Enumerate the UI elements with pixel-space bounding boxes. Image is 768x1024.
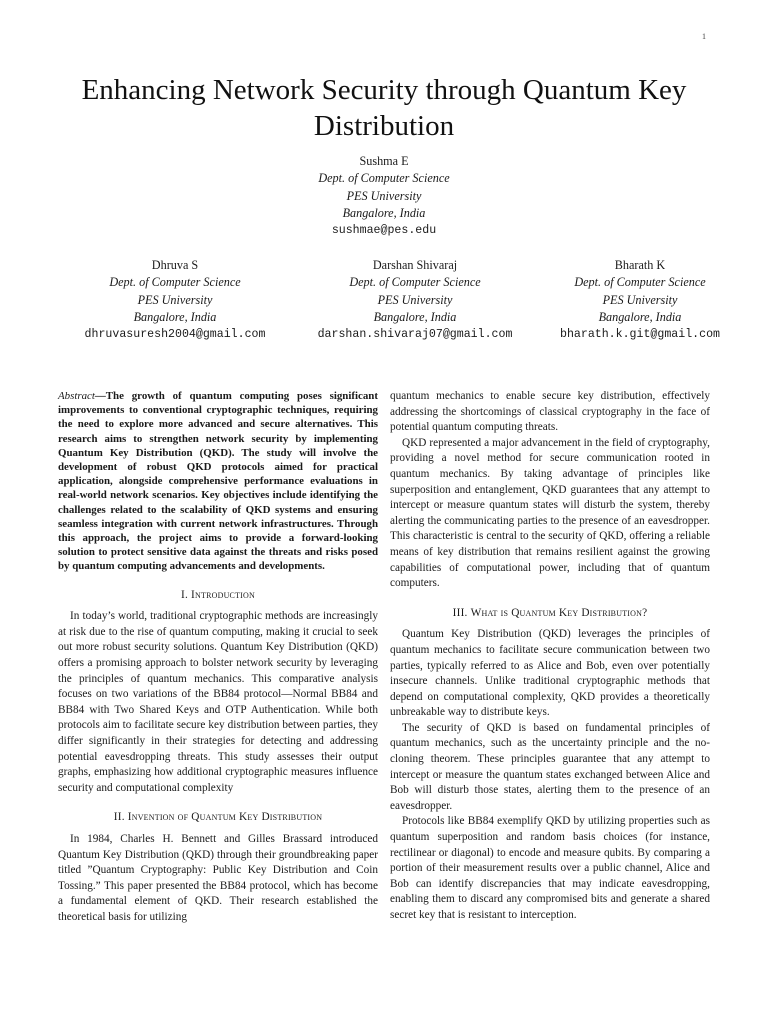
abstract [58,389,378,574]
invention-paragraph-2: QKD represented a major advancement in the field of cryptography, providing a novel method for secure communication rooted in quantum mechanics. By taking advantage of principles like superposition and entanglement, QKD guarantees that any attempt to intercept or measure quantum states will disturb the system, thereby alerting the communicating parties to the presence of an eavesdropper. This characteristic is central to the security of QKD, offering a reliable means of key distribution that remains resilient against the growing capabilities of computational power, including that of quantum computers. [390,436,710,590]
section-title: Introduction [191,588,255,601]
author-dept: Dept. of Computer Science [349,275,481,290]
invention-paragraph-1-continued: quantum mechanics to enable secure key distribution, effectively addressing the shortcomings of classical cryptography in the face of potential quantum computing threats. [390,390,710,434]
author-email: sushmae@pes.edu [331,224,437,238]
author-name: Darshan Shivaraj [372,258,458,272]
author-email: darshan.shivaraj07@gmail.com [317,328,513,342]
author-org: PES University [346,188,422,203]
section-heading-what-is-qkd [390,606,710,622]
author-block-3 [290,257,540,343]
section-title: What is Quantum Key Distribution? [470,606,648,619]
author-org: PES University [602,292,678,307]
section-heading-introduction [58,588,378,604]
author-location: Bangalore, India [598,309,682,324]
paper-title: Enhancing Network Security through Quantum Key Distribution [81,74,687,142]
author-dept: Dept. of Computer Science [574,275,706,290]
author-name: Bharath K [614,258,666,272]
what-is-paragraph-3: Protocols like BB84 exemplify QKD by utilizing properties such as quantum superposition and random basis choices (for instance, rectilinear or diagonal) to encode and measure qubits. By comparing a portion of their measurement results over a public channel, Alice and Bob can identify discrepancies that may indicate eavesdropping, enabling them to discard any compromised bits and generate a shared secret key that is resistant to interception. [390,815,710,921]
author-email: dhruvasuresh2004@gmail.com [84,328,266,342]
author-block-1 [284,153,484,239]
author-dept: Dept. of Computer Science [318,171,450,186]
invention-paragraph-1: In 1984, Charles H. Bennett and Gilles Brassard introduced Quantum Key Distribution (QKD) through their groundbreaking paper titled ”Quantum Cryptography: Public Key Distribution and Coin Tossing.” This paper presented the BB84 protocol, which has become a fundamental element of QKD. Their research established the theoretical basis for utilizing [58,832,378,923]
author-location: Bangalore, India [342,205,426,220]
author-location: Bangalore, India [133,309,217,324]
page-number: 1 [702,32,706,41]
author-name: Dhruva S [151,258,199,272]
author-location: Bangalore, India [373,309,457,324]
what-is-paragraph-2: The security of QKD is based on fundamental principles of quantum mechanics, such as the uncertainty principle and the no-cloning theorem. These principles guarantee that any attempt to intercept or measure the quantum states exchanged between Alice and Bob will disturb those states, alerting them to the presence of an eavesdropper. [390,721,710,812]
author-block-4 [530,257,750,343]
author-dept: Dept. of Computer Science [109,275,241,290]
author-email: bharath.k.git@gmail.com [559,328,721,342]
abstract-label: Abstract [58,390,95,402]
abstract-text: The growth of quantum computing poses significant improvements to conventional cryptographic techniques, requiring the need to explore more advanced and secure alternatives. This research aims to strengthen network security by implementing Quantum Key Distribution (QKD). The study will involve the development of robust QKD protocols aimed for practical application, alongside comprehensive performance evaluations in real-world network scenarios. Key objectives include identifying the challenges related to the scalability of QKD systems and ensuring seamless integration with current network infrastructures. Through this approach, the project aims to provide a forward-looking solution to protect sensitive data against the threats and risks posed by quantum computing advancements and developments. [58,390,378,573]
author-name: Sushma E [359,154,409,168]
author-org: PES University [137,292,213,307]
abstract-dash: — [94,390,106,402]
section-number: I. [181,588,189,601]
section-title: Invention of Quantum Key Distribution [127,811,323,824]
section-number: II. [113,811,125,824]
section-heading-invention [58,810,378,826]
left-column [58,389,378,926]
section-number: III. [452,606,468,619]
right-column [390,389,710,924]
what-is-paragraph-1: Quantum Key Distribution (QKD) leverages the principles of quantum mechanics to facilitate secure communication between two parties, typically referred to as Alice and Bob, even over potentially insecure channels. Unlike traditional cryptographic methods that depend on computational complexity, QKD provides a theoretically unbreakable way to distribute keys. [390,628,710,719]
intro-paragraph: In today’s world, traditional cryptographic methods are increasingly at risk due to the rise of quantum computing, making it crucial to seek out more robust security solutions. Quantum Key Distribution (QKD) offers a promising approach to bolster network security by leveraging the principles of quantum mechanics. This comparative analysis focuses on two variations of the BB84 protocol—Normal BB84 and BB84 with Two Shared Keys and OTP Authentication. While both protocols aim to facilitate secure key distribution between parties, they differ significantly in their strategies for detecting and addressing potential eavesdropping threats. This study assesses their output graphs, emphasizing how additional cryptographic measures influence security and computational complexity [58,610,378,794]
author-block-2 [20,257,330,343]
author-org: PES University [377,292,453,307]
